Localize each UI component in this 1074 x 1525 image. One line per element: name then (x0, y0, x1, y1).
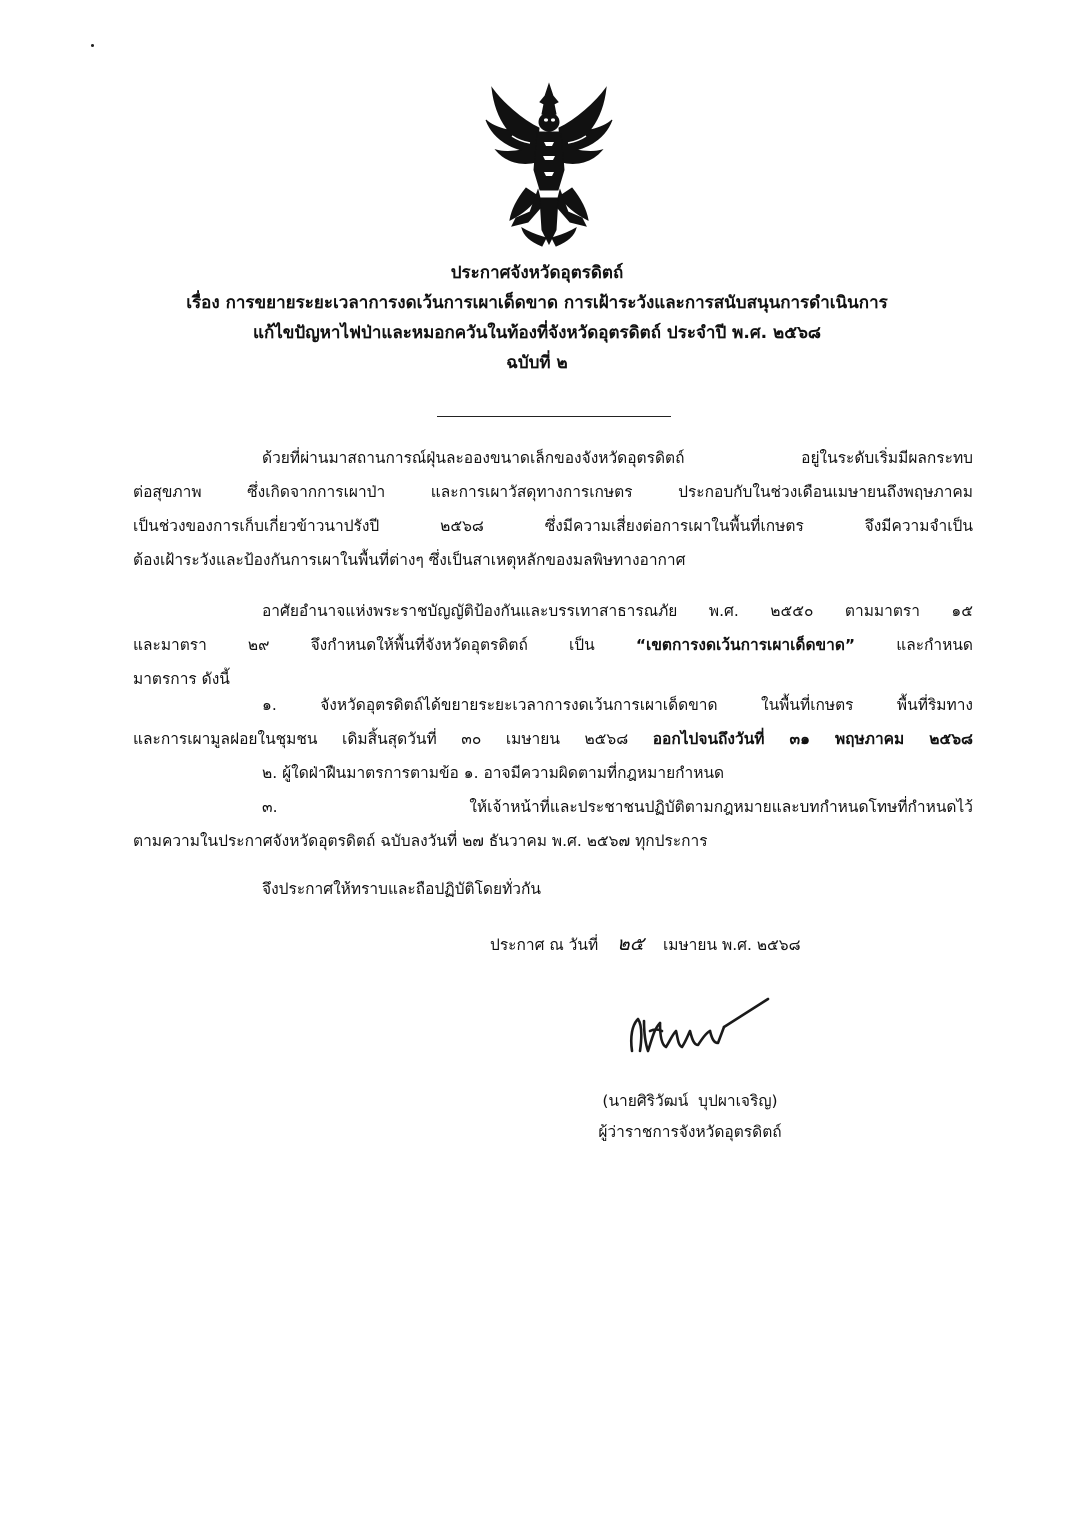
extended-date-label: ออกไปจนถึงวันที่ ๓๑ พฤษภาคม ๒๕๖๘ (652, 730, 974, 748)
paragraph-1-line: ต้องเฝ้าระวังและป้องกันการเผาในพื้นที่ต่างๆ ซึ่งเป็นสาเหตุหลักของมลพิษทางอากาศ (133, 551, 686, 569)
date-prefix: ประกาศ ณ วันที่ (490, 936, 599, 954)
document-header (120, 258, 954, 378)
no-burning-zone-label: “เขตการงดเว้นการเผาเด็ดขาด” (635, 636, 856, 654)
speck-mark (91, 44, 94, 47)
issue-number: ฉบับที่ ๒ (506, 353, 568, 373)
measure-item-3-line: ตามความในประกาศจังหวัดอุตรดิตถ์ ฉบับลงวันที่ ๒๗ ธันวาคม พ.ศ. ๒๕๖๗ ทุกประการ (133, 832, 708, 850)
paragraph-1-line: เป็นช่วงของการเก็บเกี่ยวข้าวนาปรังปี ๒๕๖๘ ซึ่งมีความเสี่ยงต่อการเผาในพื้นที่เกษตร จึงมีความจำเป็น (133, 517, 973, 535)
paragraph-2-line: อาศัยอำนาจแห่งพระราชบัญญัติป้องกันและบรรเทาสาธารณภัย พ.ศ. ๒๕๕๐ ตามมาตรา ๑๕ (262, 602, 973, 620)
signer-name: (นายศิริวัฒน์ บุปผาเจริญ) (602, 1092, 778, 1110)
paragraph-2-line: และมาตรา ๒๙ จึงกำหนดให้พื้นที่จังหวัดอุตรดิตถ์ เป็น (133, 636, 636, 654)
measure-item-2: ๒. ผู้ใดฝ่าฝืนมาตรการตามข้อ ๑. อาจมีความผิดตามที่กฎหมายกำหนด (262, 764, 725, 782)
date-day-handwritten: ๒๕ (617, 933, 645, 955)
garuda-emblem-icon (482, 80, 617, 250)
signer-position: ผู้ว่าราชการจังหวัดอุตรดิตถ์ (598, 1123, 782, 1141)
announcement-date (490, 927, 801, 962)
measure-item-1-line: และการเผามูลฝอยในชุมชน เดิมสิ้นสุดวันที่ ๓๐ เมษายน ๒๕๖๘ (133, 730, 653, 748)
paragraph-1-line: ต่อสุขภาพ ซึ่งเกิดจากการเผาป่า และการเผาวัสดุทางการเกษตร ประกอบกับในช่วงเดือนเมษายนถึงพฤษภาคม (133, 483, 973, 501)
signer-block (540, 1086, 840, 1148)
paragraph-2 (133, 594, 973, 696)
document-title: ประกาศจังหวัดอุตรดิตถ์ (450, 263, 624, 283)
paragraph-2-line: และกำหนด (855, 636, 973, 654)
paragraph-1-line: ด้วยที่ผ่านมาสถานการณ์ฝุ่นละอองขนาดเล็กของจังหวัดอุตรดิตถ์ อยู่ในระดับเริ่มมีผลกระทบ (262, 449, 973, 467)
header-divider (437, 416, 671, 417)
paragraph-1 (133, 441, 973, 577)
subject-line-1: เรื่อง การขยายระยะเวลาการงดเว้นการเผาเด็ดขาด การเฝ้าระวังและการสนับสนุนการดำเนินการ (186, 293, 888, 313)
closing-statement: จึงประกาศให้ทราบและถือปฏิบัติโดยทั่วกัน (262, 880, 541, 898)
measure-item-3 (133, 790, 973, 858)
measure-item-1 (133, 688, 973, 756)
measure-item-1-line: ๑. จังหวัดอุตรดิตถ์ได้ขยายระยะเวลาการงดเว้นการเผาเด็ดขาด ในพื้นที่เกษตร พื้นที่ริมทาง (262, 696, 973, 714)
subject-line-2: แก้ไขปัญหาไฟป่าและหมอกควันในท้องที่จังหวัดอุตรดิตถ์ ประจำปี พ.ศ. ๒๕๖๘ (253, 323, 821, 343)
handwritten-signature-icon (620, 985, 780, 1065)
date-month-year: เมษายน พ.ศ. ๒๕๖๘ (662, 936, 801, 954)
paragraph-2-line: มาตรการ ดังนี้ (133, 670, 230, 688)
measure-item-3-line: ๓. ให้เจ้าหน้าที่และประชาชนปฏิบัติตามกฎหมายและบทกำหนดโทษที่กำหนดไว้ (262, 798, 973, 816)
